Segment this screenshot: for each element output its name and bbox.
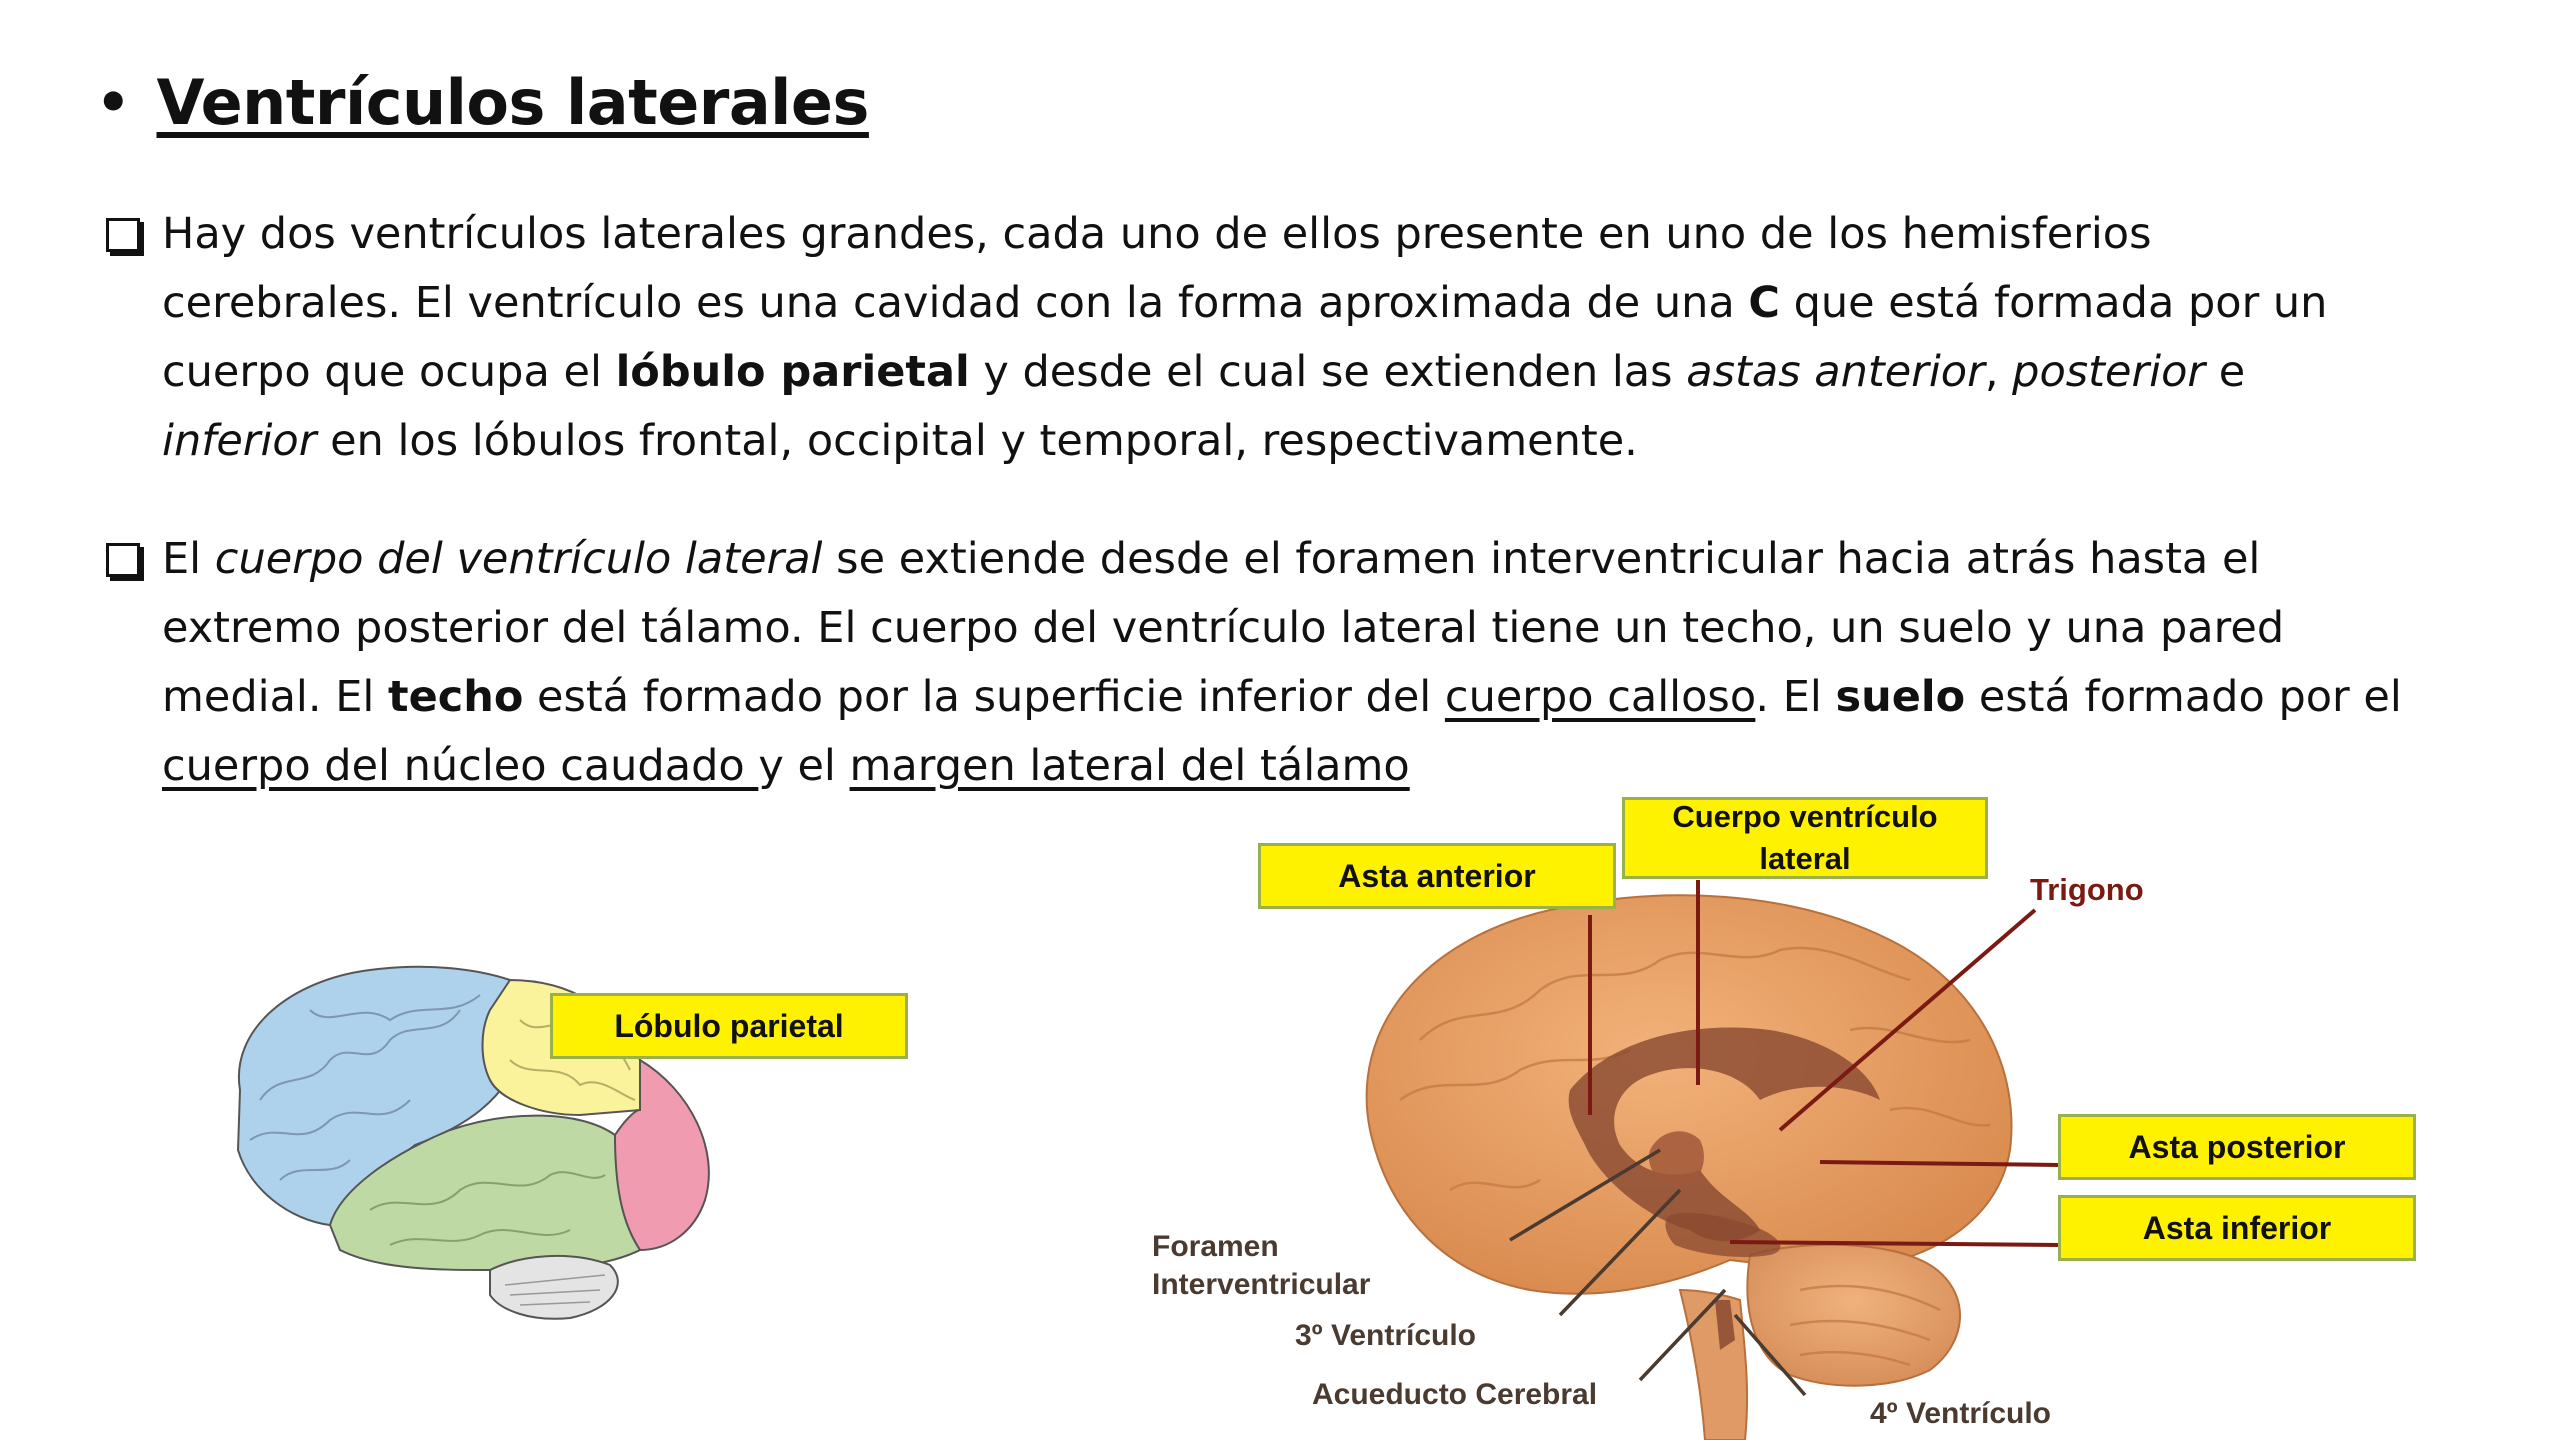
label-cuerpo-ventriculo: Cuerpo ventrículo lateral (1622, 797, 1988, 879)
checkbox-bullet-icon (106, 543, 140, 577)
label-acueducto: Acueducto Cerebral (1312, 1378, 1598, 1411)
label-asta-posterior: Asta posterior (2058, 1114, 2416, 1180)
title-row (96, 66, 869, 139)
label-asta-inferior: Asta inferior (2058, 1195, 2416, 1261)
brainstem (1680, 1290, 1747, 1440)
paragraph-1 (100, 200, 2402, 476)
title-bullet: • (96, 70, 131, 134)
cerebellum (490, 1256, 618, 1319)
label-foramen: Foramen Interventricular (1152, 1230, 1371, 1301)
label-cuarto-ventriculo: 4º Ventrículo (1870, 1397, 2052, 1430)
label-asta-anterior: Asta anterior (1258, 843, 1616, 909)
paragraph-2-text: El cuerpo del ventrículo lateral se extiende desde el foramen interventricular hacia atrás hasta el extremo posterior del tálamo. El cuerpo del ventrículo lateral tiene un techo, un suelo y una pared medial. El techo está formado por la superficie inferior del cuerpo calloso. El suelo está formado por el cuerpo del núcleo caudado y el margen lateral del tálamo (162, 534, 2402, 791)
label-tercer-ventriculo: 3º Ventrículo (1295, 1319, 1477, 1352)
page-title: Ventrículos laterales (156, 66, 869, 139)
label-trigono: Trigono (2030, 872, 2144, 907)
paragraph-1-text: Hay dos ventrículos laterales grandes, cada uno de ellos presente en uno de los hemisferios cerebrales. El ventrículo es una cavidad con la forma aproximada de una C que está formada por un cuerpo que ocupa el lóbulo parietal y desde el cual se extienden las astas anterior, posterior e inferior en los lóbulos frontal, occipital y temporal, respectivamente. (162, 209, 2328, 466)
checkbox-bullet-icon (106, 218, 140, 252)
paragraph-2 (100, 525, 2402, 801)
label-lobulo-parietal: Lóbulo parietal (550, 993, 908, 1059)
